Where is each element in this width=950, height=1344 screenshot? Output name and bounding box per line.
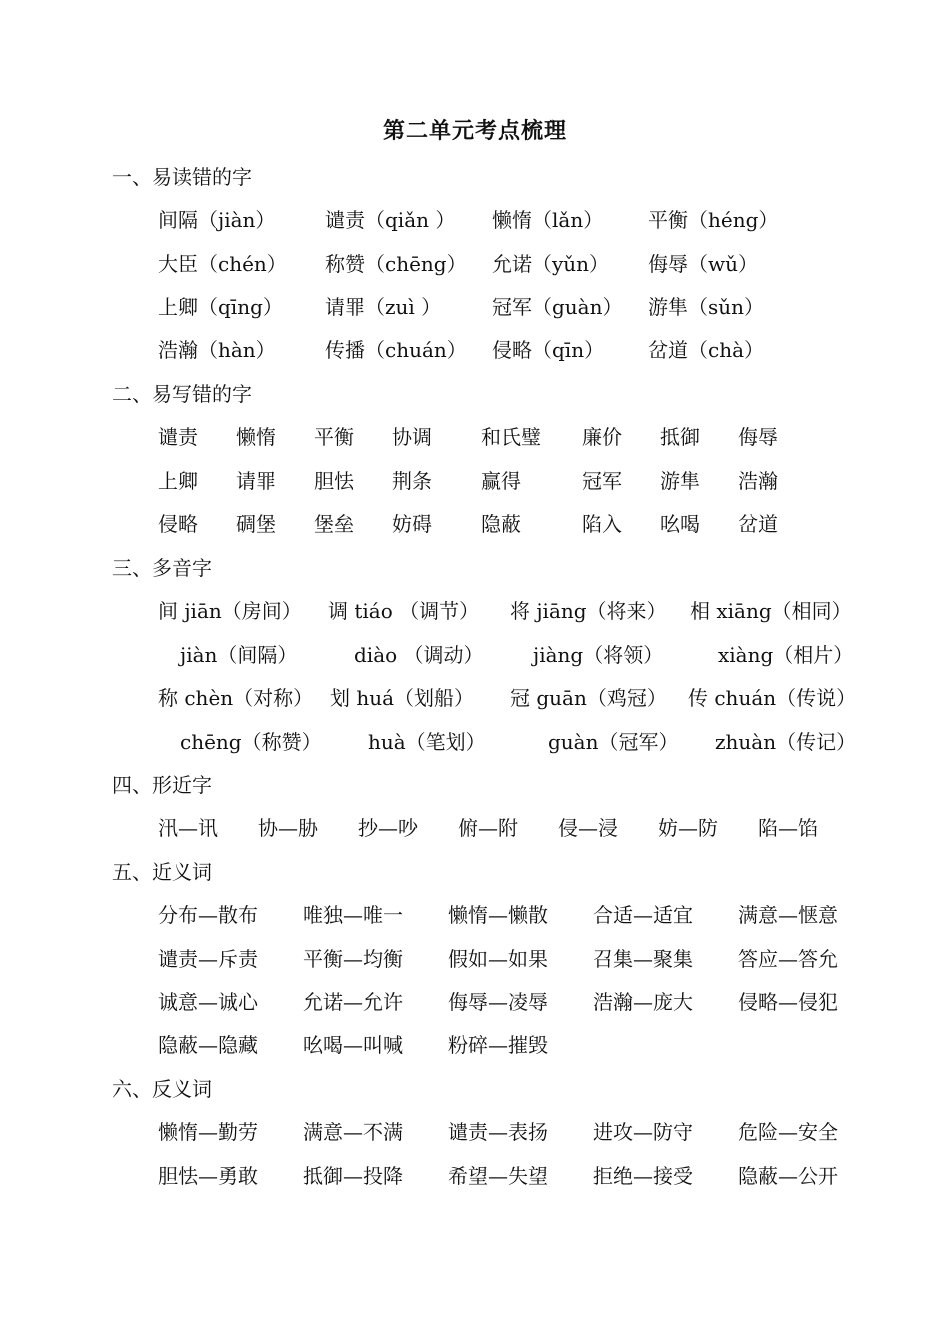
item-entry: 赢得 xyxy=(481,469,521,493)
item-entry: 假如—如果 xyxy=(448,947,548,971)
page-title: 第二单元考点梳理 xyxy=(382,118,567,144)
item-entry: 侮辱—凌辱 xyxy=(448,990,548,1014)
item-entry: 抄—吵 xyxy=(358,816,418,840)
item-entry: 平衡（héng） xyxy=(648,208,779,232)
item-entry: 上卿 xyxy=(158,469,198,493)
item-entry: chēng（称赞） xyxy=(180,730,322,754)
item-entry: guàn（冠军） xyxy=(548,730,679,754)
item-entry: jiàng（将领） xyxy=(533,643,664,667)
item-entry: 岔道（chà） xyxy=(648,338,765,362)
item-entry: 廉价 xyxy=(582,425,622,449)
item-row xyxy=(0,1118,950,1146)
item-row xyxy=(0,250,950,278)
item-row xyxy=(0,510,950,538)
item-entry: 冠军（guàn） xyxy=(492,295,623,319)
item-row xyxy=(0,467,950,495)
section-heading: 四、形近字 xyxy=(112,773,212,797)
item-entry: 请罪 xyxy=(236,469,276,493)
item-entry: 隐蔽—公开 xyxy=(738,1164,838,1188)
item-entry: 浩瀚 xyxy=(738,469,778,493)
item-entry: 召集—聚集 xyxy=(593,947,693,971)
item-entry: 谴责—表扬 xyxy=(448,1120,548,1144)
section-heading: 五、近义词 xyxy=(112,860,212,884)
item-entry: 侵略 xyxy=(158,512,198,536)
item-entry: 隐蔽 xyxy=(481,512,521,536)
item-row xyxy=(0,336,950,364)
item-entry: 碉堡 xyxy=(236,512,276,536)
item-entry: 答应—答允 xyxy=(738,947,838,971)
item-row xyxy=(0,945,950,973)
item-entry: 侵略（qīn） xyxy=(492,338,605,362)
item-row xyxy=(0,1162,950,1190)
item-entry: 合适—适宜 xyxy=(593,903,693,927)
item-row xyxy=(0,206,950,234)
item-entry: 危险—安全 xyxy=(738,1120,838,1144)
item-entry: 称赞（chēng） xyxy=(325,252,467,276)
item-entry: 协调 xyxy=(392,425,432,449)
item-entry: 允诺—允许 xyxy=(303,990,403,1014)
item-entry: 俯—附 xyxy=(458,816,518,840)
item-entry: 谴责（qiǎn ） xyxy=(325,208,456,232)
item-entry: 荆条 xyxy=(392,469,432,493)
item-entry: 划 huá（划船） xyxy=(330,686,475,710)
section-heading: 二、易写错的字 xyxy=(112,382,252,406)
item-entry: 抵御 xyxy=(660,425,700,449)
item-entry: 传 chuán（传说） xyxy=(688,686,857,710)
item-row xyxy=(0,901,950,929)
item-entry: 分布—散布 xyxy=(158,903,258,927)
item-entry: 称 chèn（对称） xyxy=(158,686,314,710)
item-row xyxy=(0,597,950,625)
item-row xyxy=(0,988,950,1016)
item-entry: 侮辱 xyxy=(738,425,778,449)
item-entry: 协—胁 xyxy=(258,816,318,840)
item-entry: 冠军 xyxy=(582,469,622,493)
item-row xyxy=(0,728,950,756)
item-entry: diào （调动） xyxy=(354,643,484,667)
item-entry: 调 tiáo （调节） xyxy=(328,599,480,623)
item-entry: 粉碎—摧毁 xyxy=(448,1033,548,1057)
item-entry: 浩瀚—庞大 xyxy=(593,990,693,1014)
item-entry: 吆喝—叫喊 xyxy=(303,1033,403,1057)
section-heading: 一、易读错的字 xyxy=(112,165,252,189)
item-entry: 进攻—防守 xyxy=(593,1120,693,1144)
item-entry: 间隔（jiàn） xyxy=(158,208,276,232)
item-entry: 妨碍 xyxy=(392,512,432,536)
item-entry: 将 jiāng（将来） xyxy=(510,599,667,623)
item-entry: 陷入 xyxy=(582,512,622,536)
item-entry: 侵略—侵犯 xyxy=(738,990,838,1014)
item-entry: 平衡 xyxy=(314,425,354,449)
item-row xyxy=(0,423,950,451)
item-entry: 懒惰—懒散 xyxy=(448,903,548,927)
section-heading: 三、多音字 xyxy=(112,556,212,580)
item-entry: 隐蔽—隐藏 xyxy=(158,1033,258,1057)
item-row xyxy=(0,641,950,669)
item-row xyxy=(0,293,950,321)
item-entry: 满意—不满 xyxy=(303,1120,403,1144)
item-entry: 谴责—斥责 xyxy=(158,947,258,971)
section-heading: 六、反义词 xyxy=(112,1077,212,1101)
item-entry: 胆怯 xyxy=(314,469,354,493)
item-entry: 冠 guān（鸡冠） xyxy=(510,686,667,710)
item-entry: 游隼（sǔn） xyxy=(648,295,765,319)
item-entry: 妨—防 xyxy=(658,816,718,840)
item-entry: 唯独—唯一 xyxy=(303,903,403,927)
item-entry: 间 jiān（房间） xyxy=(158,599,302,623)
item-entry: 传播（chuán） xyxy=(325,338,467,362)
item-entry: 请罪（zuì ） xyxy=(325,295,442,319)
item-row xyxy=(0,1031,950,1059)
item-entry: 抵御—投降 xyxy=(303,1164,403,1188)
item-entry: xiàng（相片） xyxy=(718,643,854,667)
item-entry: 浩瀚（hàn） xyxy=(158,338,276,362)
item-entry: 平衡—均衡 xyxy=(303,947,403,971)
item-entry: 拒绝—接受 xyxy=(593,1164,693,1188)
item-entry: 大臣（chén） xyxy=(158,252,287,276)
item-entry: 懒惰（lǎn） xyxy=(492,208,604,232)
item-entry: 上卿（qīng） xyxy=(158,295,283,319)
item-entry: 游隼 xyxy=(660,469,700,493)
item-entry: 懒惰 xyxy=(236,425,276,449)
item-entry: 和氏璧 xyxy=(481,425,541,449)
item-entry: 胆怯—勇敢 xyxy=(158,1164,258,1188)
item-entry: 希望—失望 xyxy=(448,1164,548,1188)
item-entry: 侮辱（wǔ） xyxy=(648,252,758,276)
item-entry: 懒惰—勤劳 xyxy=(158,1120,258,1144)
item-entry: 相 xiāng（相同） xyxy=(690,599,852,623)
item-row xyxy=(0,814,950,842)
item-entry: 吆喝 xyxy=(660,512,700,536)
item-entry: zhuàn（传记） xyxy=(715,730,857,754)
item-entry: 汛—讯 xyxy=(158,816,218,840)
item-entry: jiàn（间隔） xyxy=(180,643,298,667)
item-entry: 陷—馅 xyxy=(758,816,818,840)
item-entry: 侵—浸 xyxy=(558,816,618,840)
item-entry: 谴责 xyxy=(158,425,198,449)
item-entry: 诚意—诚心 xyxy=(158,990,258,1014)
item-row xyxy=(0,684,950,712)
item-entry: 堡垒 xyxy=(314,512,354,536)
item-entry: huà（笔划） xyxy=(368,730,486,754)
item-entry: 满意—惬意 xyxy=(738,903,838,927)
item-entry: 岔道 xyxy=(738,512,778,536)
item-entry: 允诺（yǔn） xyxy=(492,252,610,276)
